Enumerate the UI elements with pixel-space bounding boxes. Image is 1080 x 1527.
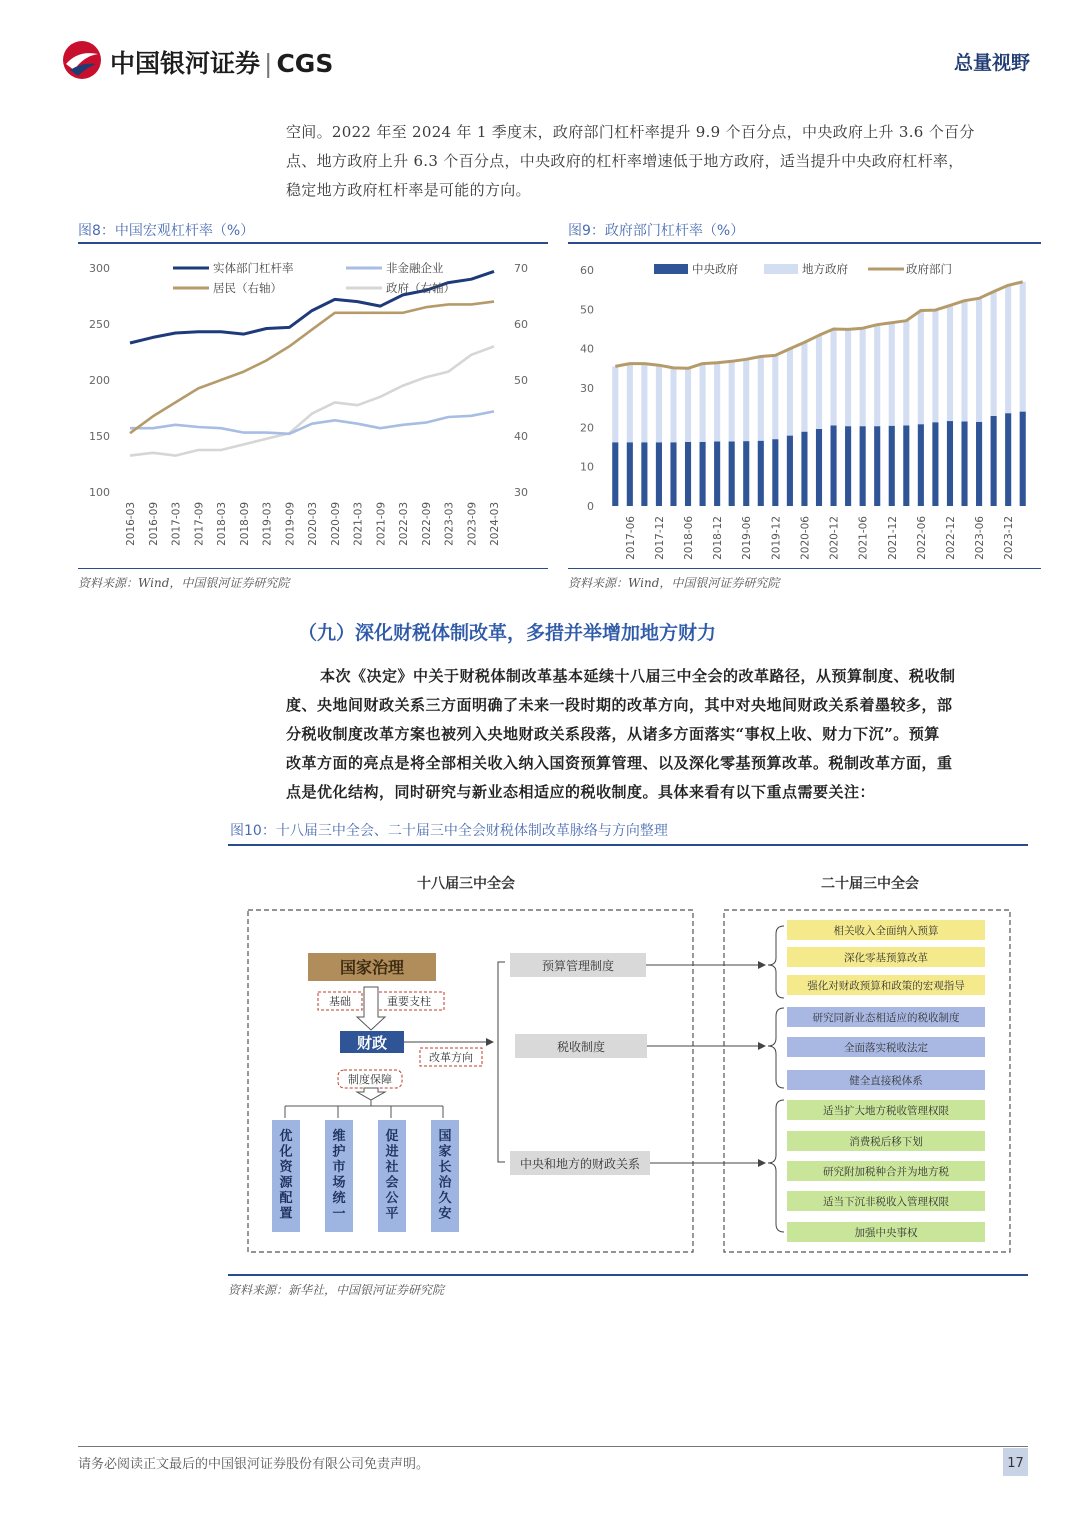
bar-local bbox=[641, 364, 647, 443]
y-tick-label: 50 bbox=[580, 303, 594, 317]
reform-item-label: 适当扩大地方税收管理权限 bbox=[823, 1105, 949, 1117]
bar-local bbox=[1020, 282, 1026, 412]
y-tick-label: 20 bbox=[580, 421, 594, 435]
x-tick-label: 2017-12 bbox=[653, 516, 666, 560]
x-tick-label: 2019-06 bbox=[741, 516, 754, 560]
bar-central bbox=[729, 441, 735, 506]
zhidu-label: 制度保障 bbox=[348, 1073, 392, 1086]
section-heading: （九）深化财税体制改革，多措并举增加地方财力 bbox=[298, 622, 717, 644]
bar-local bbox=[700, 364, 706, 442]
legend-swatch bbox=[764, 264, 798, 274]
bar-local bbox=[743, 359, 749, 441]
bar-local bbox=[772, 355, 778, 439]
bar-central bbox=[1020, 412, 1026, 506]
bar-local bbox=[845, 329, 851, 426]
intro-paragraph bbox=[286, 118, 1046, 205]
legend-label: 地方政府 bbox=[802, 262, 848, 276]
bar-central bbox=[947, 421, 953, 506]
footer-disclaimer: 请务必阅读正文最后的中国银河证券股份有限公司免责声明。 bbox=[78, 1457, 430, 1472]
y2-tick-label: 40 bbox=[514, 430, 528, 443]
bar-central bbox=[670, 442, 676, 506]
pillar-label: 促进社会公平 bbox=[385, 1129, 399, 1222]
bar-central bbox=[932, 422, 938, 506]
bar-central bbox=[641, 442, 647, 506]
y-tick-label: 200 bbox=[89, 374, 110, 387]
y-tick-label: 0 bbox=[587, 500, 594, 513]
bar-central bbox=[845, 426, 851, 506]
tax-brace bbox=[768, 1008, 784, 1088]
x-tick-label: 2020-12 bbox=[828, 516, 841, 560]
y2-tick-label: 50 bbox=[514, 374, 528, 387]
fig9-bottom-rule bbox=[568, 568, 1041, 569]
legend-label: 居民（右轴） bbox=[213, 281, 282, 295]
x-tick-label: 2019-09 bbox=[284, 502, 297, 546]
bar-central bbox=[787, 436, 793, 506]
x-tick-label: 2019-12 bbox=[770, 516, 783, 560]
bar-central bbox=[816, 429, 822, 506]
y2-tick-label: 70 bbox=[514, 262, 528, 275]
bar-central bbox=[743, 441, 749, 506]
bar-central bbox=[758, 441, 764, 506]
fig8-chart bbox=[78, 248, 548, 564]
logo-icon bbox=[60, 40, 104, 80]
y-tick-label: 300 bbox=[89, 262, 110, 275]
x-tick-label: 2017-06 bbox=[624, 516, 637, 560]
bar-local bbox=[874, 325, 880, 426]
reform-item-label: 适当下沉非税收入管理权限 bbox=[823, 1196, 949, 1208]
bar-central bbox=[685, 442, 691, 506]
reform-item-label: 全面落实税收法定 bbox=[844, 1042, 928, 1054]
reform-item-label: 强化对财政预算和政策的宏观指导 bbox=[807, 980, 965, 992]
y-tick-label: 250 bbox=[89, 318, 110, 331]
x-tick-label: 2024-03 bbox=[489, 502, 501, 546]
intro-line: 稳定地方政府杠杆率是可能的方向。 bbox=[286, 181, 531, 199]
x-tick-label: 2023-12 bbox=[1003, 516, 1016, 560]
x-tick-label: 2018-06 bbox=[683, 516, 696, 560]
legend-label: 非金融企业 bbox=[386, 261, 444, 275]
section-line: 分税收制度改革方案也被列入央地财政关系段落，从诸多方面落实“事权上收、财力下沉”。预算 bbox=[286, 725, 940, 743]
bar-local bbox=[714, 363, 720, 442]
bar-local bbox=[656, 365, 662, 442]
section-line: 点是优化结构，同时研究与新业态相适应的税收制度。具体来看有以下重点需要关注： bbox=[286, 783, 876, 801]
x-tick-label: 2022-09 bbox=[420, 502, 433, 546]
caizheng-label: 财政 bbox=[356, 1034, 388, 1052]
page-number: 17 bbox=[1007, 1456, 1024, 1471]
fig8-top-rule bbox=[78, 242, 548, 244]
y2-tick-label: 60 bbox=[514, 318, 528, 331]
bar-local bbox=[670, 368, 676, 442]
jichu-label: 基础 bbox=[329, 995, 351, 1008]
systems-bracket bbox=[498, 962, 505, 1162]
bar-local bbox=[903, 321, 909, 426]
bar-central bbox=[860, 426, 866, 506]
y-tick-label: 150 bbox=[89, 430, 110, 443]
legend-swatch bbox=[654, 264, 688, 274]
x-tick-label: 2021-03 bbox=[352, 502, 365, 546]
bar-central bbox=[918, 424, 924, 506]
fig10-source: 资料来源：新华社，中国银河证券研究院 bbox=[228, 1283, 445, 1297]
brand-en: CGS bbox=[276, 49, 334, 78]
bar-central bbox=[991, 416, 997, 506]
bar-local bbox=[627, 364, 633, 443]
bar-local bbox=[1005, 285, 1011, 413]
bar-central bbox=[830, 425, 836, 506]
intro-line: 空间。2022 年至 2024 年 1 季度末，政府部门杠杆率提升 9.9 个百分点，中央政府上升 3.6 个百分 bbox=[286, 123, 975, 141]
x-tick-label: 2022-06 bbox=[915, 516, 928, 560]
x-tick-label: 2017-03 bbox=[170, 502, 183, 546]
fig9-top-rule bbox=[568, 242, 1041, 244]
section-line: 本次《决定》中关于财税体制改革基本延续十八届三中全会的改革路径，从预算制度、税收制 bbox=[320, 667, 956, 685]
bar-local bbox=[816, 335, 822, 429]
x-tick-label: 2016-03 bbox=[125, 502, 137, 546]
reform-item-label: 消费税后移下划 bbox=[849, 1136, 923, 1148]
fiscal-brace bbox=[768, 1100, 784, 1232]
bar-central bbox=[801, 432, 807, 506]
x-tick-label: 2018-03 bbox=[216, 502, 228, 546]
bar-central bbox=[612, 442, 618, 506]
x-tick-label: 2021-09 bbox=[375, 502, 388, 546]
reform-item-label: 相关收入全面纳入预算 bbox=[833, 925, 939, 937]
bar-central bbox=[627, 442, 633, 506]
bar-local bbox=[976, 298, 982, 422]
budget-brace bbox=[768, 926, 784, 998]
bar-local bbox=[918, 311, 924, 425]
section-paragraph bbox=[286, 662, 1046, 807]
left-column-header: 十八届三中全会 bbox=[417, 876, 515, 892]
bar-central bbox=[700, 442, 706, 506]
bar-local bbox=[612, 366, 618, 442]
x-tick-label: 2017-09 bbox=[193, 502, 206, 546]
fig9-source: 资料来源：Wind，中国银河证券研究院 bbox=[568, 576, 780, 590]
footer-rule bbox=[78, 1446, 1028, 1447]
bar-local bbox=[991, 292, 997, 416]
x-tick-label: 2016-09 bbox=[147, 502, 160, 546]
pillar-label: 维护市场统一 bbox=[332, 1129, 346, 1222]
fig8-source: 资料来源：Wind，中国银河证券研究院 bbox=[78, 576, 290, 590]
header-tag: 总量视野 bbox=[953, 52, 1030, 74]
bar-local bbox=[961, 301, 967, 422]
bar-central bbox=[889, 426, 895, 506]
bar-central bbox=[961, 421, 967, 506]
x-tick-label: 2020-09 bbox=[329, 502, 342, 546]
system-label-tax: 税收制度 bbox=[556, 1040, 606, 1054]
legend-label: 中央政府 bbox=[692, 262, 738, 276]
reform-item-label: 深化零基预算改革 bbox=[844, 952, 928, 964]
bar-local bbox=[729, 361, 735, 441]
x-tick-label: 2023-09 bbox=[466, 502, 479, 546]
y-tick-label: 60 bbox=[580, 264, 594, 277]
guojia-label: 国家治理 bbox=[339, 958, 405, 977]
bar-central bbox=[874, 426, 880, 506]
logo bbox=[60, 40, 104, 80]
right-column-header: 二十届三中全会 bbox=[821, 876, 919, 892]
page-number-box bbox=[1003, 1448, 1028, 1476]
x-tick-label: 2019-03 bbox=[261, 502, 274, 546]
bar-central bbox=[714, 441, 720, 506]
fig10-title: 图10：十八届三中全会、二十届三中全会财税体制改革脉络与方向整理 bbox=[230, 823, 668, 839]
x-tick-label: 2018-09 bbox=[238, 502, 251, 546]
series-line bbox=[130, 346, 494, 455]
bar-central bbox=[772, 439, 778, 506]
fig8-title: 图8：中国宏观杠杆率（%） bbox=[78, 223, 255, 239]
section-line: 改革方面的亮点是将全部相关收入纳入国资预算管理、以及深化零基预算改革。税制改革方面，重 bbox=[286, 754, 953, 772]
brand-name: 中国银河证券 | CGS bbox=[110, 49, 334, 78]
bar-local bbox=[685, 368, 691, 442]
y-tick-label: 30 bbox=[580, 382, 594, 395]
x-tick-label: 2020-03 bbox=[307, 502, 319, 546]
intro-line: 点、地方政府上升 6.3 个百分点，中央政府的杠杆率增速低于地方政府，适当提升中央政府杠杆率， bbox=[286, 152, 964, 170]
bar-local bbox=[932, 310, 938, 422]
down-arrow-1 bbox=[357, 987, 385, 1030]
bar-local bbox=[758, 357, 764, 441]
system-label-fiscal: 中央和地方的财政关系 bbox=[519, 1157, 641, 1171]
pillar-label: 优化资源配置 bbox=[279, 1129, 293, 1222]
legend-label: 政府（右轴） bbox=[386, 281, 455, 295]
x-tick-label: 2021-12 bbox=[886, 516, 899, 560]
reform-item-label: 健全直接税体系 bbox=[849, 1075, 923, 1087]
down-arrow-2 bbox=[357, 1088, 385, 1100]
y2-tick-label: 30 bbox=[514, 486, 528, 499]
fig10-top-rule bbox=[228, 844, 1028, 846]
x-tick-label: 2020-06 bbox=[799, 516, 812, 560]
bar-local bbox=[787, 349, 793, 436]
fig8-bottom-rule bbox=[78, 568, 548, 569]
x-tick-label: 2023-06 bbox=[974, 516, 987, 560]
y-tick-label: 40 bbox=[580, 342, 594, 356]
bar-local bbox=[830, 329, 836, 425]
bar-local bbox=[801, 342, 807, 431]
fig9-chart bbox=[568, 248, 1041, 564]
pillar-label: 国家长治久安 bbox=[438, 1129, 452, 1222]
reform-item-label: 研究附加税种合并为地方税 bbox=[823, 1166, 949, 1178]
bar-central bbox=[976, 422, 982, 506]
legend-label: 政府部门 bbox=[906, 262, 952, 276]
reform-item-label: 加强中央事权 bbox=[854, 1227, 918, 1239]
bar-local bbox=[889, 323, 895, 426]
brand-cn: 中国银河证券 bbox=[110, 49, 261, 78]
bar-local bbox=[860, 328, 866, 426]
zhongyao-label: 重要支柱 bbox=[387, 995, 431, 1008]
bar-central bbox=[1005, 413, 1011, 506]
x-tick-label: 2018-12 bbox=[712, 516, 725, 560]
bar-local bbox=[947, 305, 953, 421]
y-tick-label: 10 bbox=[580, 460, 594, 474]
reform-item-label: 研究同新业态相适应的税收制度 bbox=[812, 1012, 960, 1024]
x-tick-label: 2022-12 bbox=[944, 516, 957, 560]
fig10-bottom-rule bbox=[228, 1274, 1028, 1276]
system-label-budget: 预算管理制度 bbox=[541, 959, 615, 973]
fig10-diagram bbox=[228, 850, 1028, 1270]
bar-central bbox=[903, 425, 909, 506]
x-tick-label: 2021-06 bbox=[857, 516, 870, 560]
bar-central bbox=[656, 442, 662, 506]
gaige-label: 改革方向 bbox=[429, 1051, 473, 1064]
section-line: 度、央地间财政关系三方面明确了未来一段时期的改革方向，其中对央地间财政关系着墨较多，部 bbox=[286, 696, 953, 714]
x-tick-label: 2023-03 bbox=[443, 502, 456, 546]
x-tick-label: 2022-03 bbox=[398, 502, 410, 546]
y-tick-label: 100 bbox=[89, 486, 110, 499]
legend-label: 实体部门杠杆率 bbox=[213, 261, 294, 275]
fig9-title: 图9：政府部门杠杆率（%） bbox=[568, 223, 745, 239]
